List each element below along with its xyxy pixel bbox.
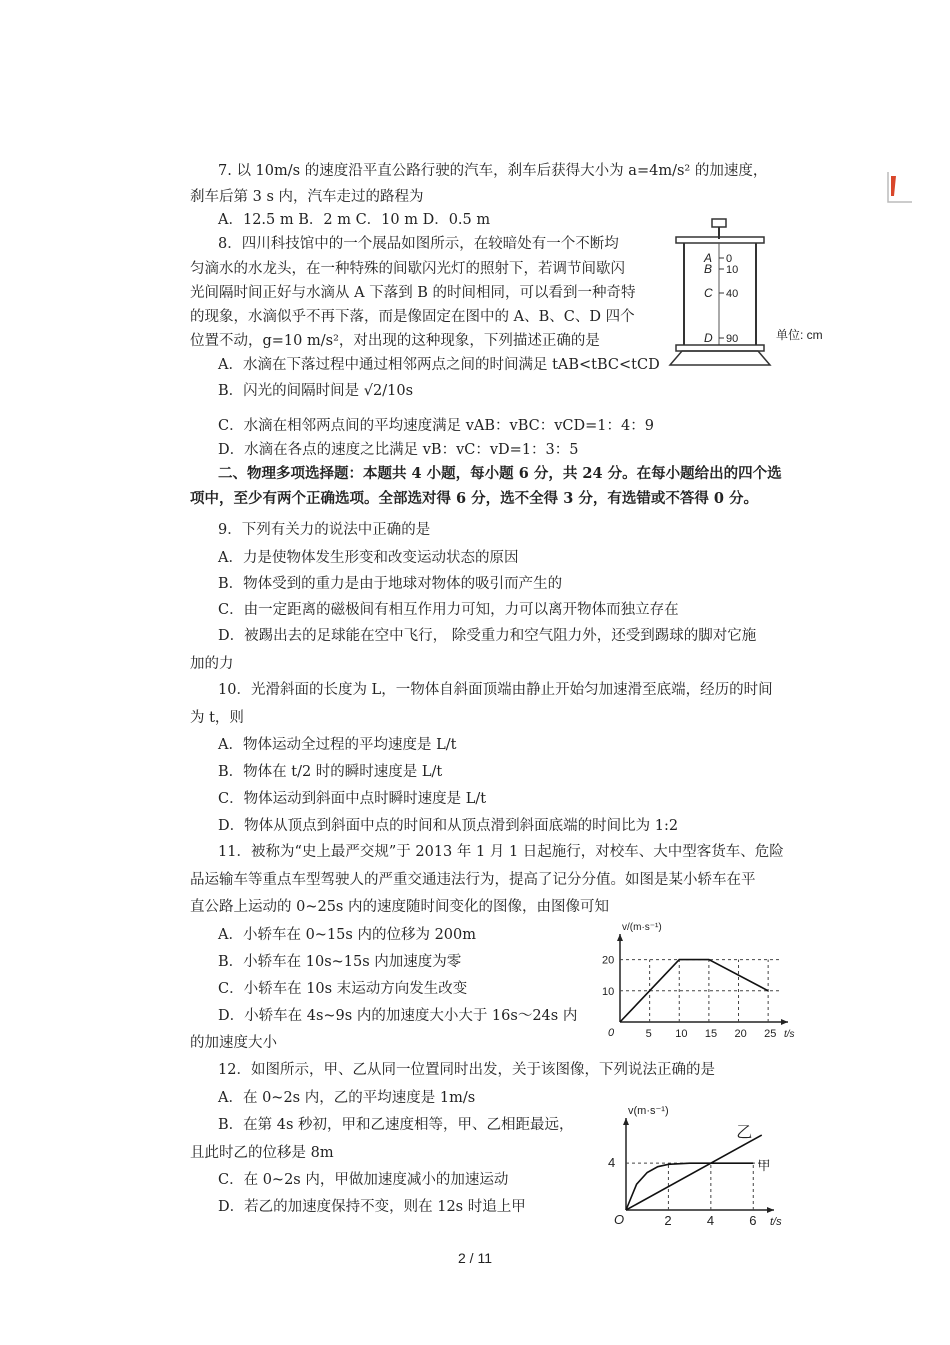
y-axis-arrow-icon <box>623 1118 629 1125</box>
q8-line3: 光间隔时间正好与水滴从 A 下落到 B 的时间相同，可以看到一种奇特 <box>190 285 636 301</box>
q8-option-c: C．水滴在相邻两点间的平均速度满足 vAB：vBC：vCD=1：4：9 <box>218 418 654 434</box>
series-label-jia: 甲 <box>757 1158 771 1174</box>
page-edge-mark-icon <box>882 168 920 206</box>
q9-option-a: A．力是使物体发生形变和改变运动状态的原因 <box>218 550 519 566</box>
y-axis-label: v/(m·s⁻¹) <box>622 922 662 933</box>
x-tick-label: 25 <box>764 1028 777 1040</box>
q9-option-c: C．由一定距离的磁极间有相互作用力可知，力可以离开物体而独立存在 <box>218 602 679 618</box>
q10-option-c: C．物体运动到斜面中点时瞬时速度是 L/t <box>218 791 487 807</box>
point-label-b: B <box>704 262 713 276</box>
x-tick-label: 2 <box>664 1213 672 1228</box>
jia-yi-velocity-chart <box>600 1100 800 1235</box>
series-label-yi: 乙 <box>736 1124 753 1142</box>
x-tick-label: 5 <box>645 1028 652 1040</box>
faucet-icon <box>712 219 726 227</box>
y-tick-label: 10 <box>602 985 615 998</box>
q11-option-d-line2: 的加速度大小 <box>190 1035 277 1051</box>
origin-label: O <box>614 1212 625 1227</box>
q11-line3: 直公路上运动的 0~25s 内的速度随时间变化的图像，由图像可知 <box>190 899 609 915</box>
q8-line5: 位置不动，g=10 m/s²，对出现的这种现象，下列描述正确的是 <box>190 333 600 349</box>
y-axis-arrow-icon <box>617 934 623 941</box>
point-label-c: C <box>704 286 713 300</box>
q7-line2: 刹车后第 3 s 内，汽车走过的路程为 <box>190 189 424 205</box>
drip-apparatus-figure <box>668 215 823 370</box>
origin-label: 0 <box>608 1027 615 1039</box>
q10-option-d: D．物体从顶点到斜面中点的时间和从顶点滑到斜面底端的时间比为 1:2 <box>218 818 679 834</box>
q10-line1: 10．光滑斜面的长度为 L，一物体自斜面顶端由静止开始匀加速滑至底端，经历的时间 <box>218 682 773 698</box>
q8-option-a: A．水滴在下落过程中通过相邻两点之间的时间满足 tAB<tBC<tCD <box>218 357 660 373</box>
x-tick-label: 15 <box>704 1028 718 1040</box>
q8-option-d: D．水滴在各点的速度之比满足 vB：vC：vD=1：3：5 <box>218 442 579 458</box>
q7-options: A．12.5 m B．2 m C．10 m D．0.5 m <box>218 212 491 228</box>
scale-label-90: 90 <box>726 333 739 345</box>
y-axis-label: v(m·s⁻¹) <box>628 1105 669 1117</box>
scale-label-10: 10 <box>726 264 739 276</box>
q10-line2: 为 t，则 <box>190 710 244 726</box>
x-tick-label: 6 <box>749 1213 757 1228</box>
q11-option-c: C．小轿车在 10s 末运动方向发生改变 <box>218 981 468 997</box>
x-axis-label: t/s <box>770 1216 782 1228</box>
y-tick-label: 4 <box>608 1155 616 1171</box>
x-axis-label: t/s <box>784 1029 795 1040</box>
q8-line2: 匀滴水的水龙头，在一种特殊的间歇闪光灯的照射下，若调节间歇闪 <box>190 261 625 277</box>
y-tick-label: 20 <box>602 954 615 967</box>
q10-option-b: B．物体在 t/2 时的瞬时速度是 L/t <box>218 764 443 780</box>
point-label-a: A <box>704 251 713 265</box>
q12-option-c: C．在 0~2s 内，甲做加速度减小的加速运动 <box>218 1172 509 1188</box>
section-2-line2: 项中，至少有两个正确选项。全部选对得 6 分，选不全得 3 分，有选错或不答得 0 分。 <box>190 490 759 507</box>
q12-option-a: A．在 0~2s 内，乙的平均速度是 1m/s <box>218 1090 476 1106</box>
q11-option-a: A．小轿车在 0~15s 内的位移为 200m <box>218 927 476 943</box>
point-label-d: D <box>704 331 713 345</box>
section-2-line1: 二、物理多项选择题：本题共 4 小题，每小题 6 分，共 24 分。在每小题给出的四个选 <box>218 465 782 482</box>
q9-option-b: B．物体受到的重力是由于地球对物体的吸引而产生的 <box>218 576 563 592</box>
series-line-1 <box>626 1163 753 1210</box>
q8-line1: 8．四川科技馆中的一个展品如图所示，在较暗处有一个不断均 <box>218 236 619 252</box>
q11-option-d-line1: D．小轿车在 4s~9s 内的加速度大小大于 16s～24s 内 <box>218 1008 578 1024</box>
q8-option-b: B．闪光的间隔时间是 √2/10s <box>218 383 414 399</box>
scale-label-40: 40 <box>726 288 739 300</box>
q8-line4: 的现象，水滴似乎不再下落，而是像固定在图中的 A、B、C、D 四个 <box>190 309 635 325</box>
q11-line2: 品运输车等重点车型驾驶人的严重交通违法行为，提高了记分分值。如图是某小轿车在平 <box>190 872 756 888</box>
q9-option-d-line1: D．被踢出去的足球能在空中飞行， 除受重力和空气阻力外，还受到踢球的脚对它施 <box>218 628 757 644</box>
x-axis-arrow-icon <box>781 1019 788 1025</box>
x-tick-label: 4 <box>706 1213 715 1228</box>
q9-option-d-line2: 加的力 <box>190 656 234 672</box>
x-tick-label: 20 <box>734 1028 747 1040</box>
q12-option-b-line1: B．在第 4s 秒初，甲和乙速度相等，甲、乙相距最远， <box>218 1117 574 1133</box>
q10-option-a: A．物体运动全过程的平均速度是 L/t <box>218 737 457 753</box>
q11-line1: 11．被称为“史上最严交规”于 2013 年 1 月 1 日起施行，对校车、大中型客货车、危险 <box>218 844 784 860</box>
page-number: 2 / 11 <box>458 1250 492 1266</box>
q7-line1: 7. 以 10m/s 的速度沿平直公路行驶的汽车，刹车后获得大小为 a=4m/s² 的加速度， <box>218 163 768 179</box>
q11-option-b: B．小轿车在 10s~15s 内加速度为零 <box>218 954 462 970</box>
q12-line1: 12．如图所示，甲、乙从同一位置同时出发，关于该图像，下列说法正确的是 <box>218 1062 715 1078</box>
car-velocity-chart <box>600 920 800 1048</box>
x-tick-label: 10 <box>675 1028 688 1040</box>
scale-label-0: 0 <box>726 253 733 265</box>
q12-option-b-line2: 且此时乙的位移是 8m <box>190 1145 334 1161</box>
x-axis-arrow-icon <box>767 1207 774 1213</box>
q9-stem: 9．下列有关力的说法中正确的是 <box>218 522 431 538</box>
unit-label: 单位: cm <box>776 328 823 342</box>
q12-option-d: D．若乙的加速度保持不变，则在 12s 时追上甲 <box>218 1199 526 1215</box>
